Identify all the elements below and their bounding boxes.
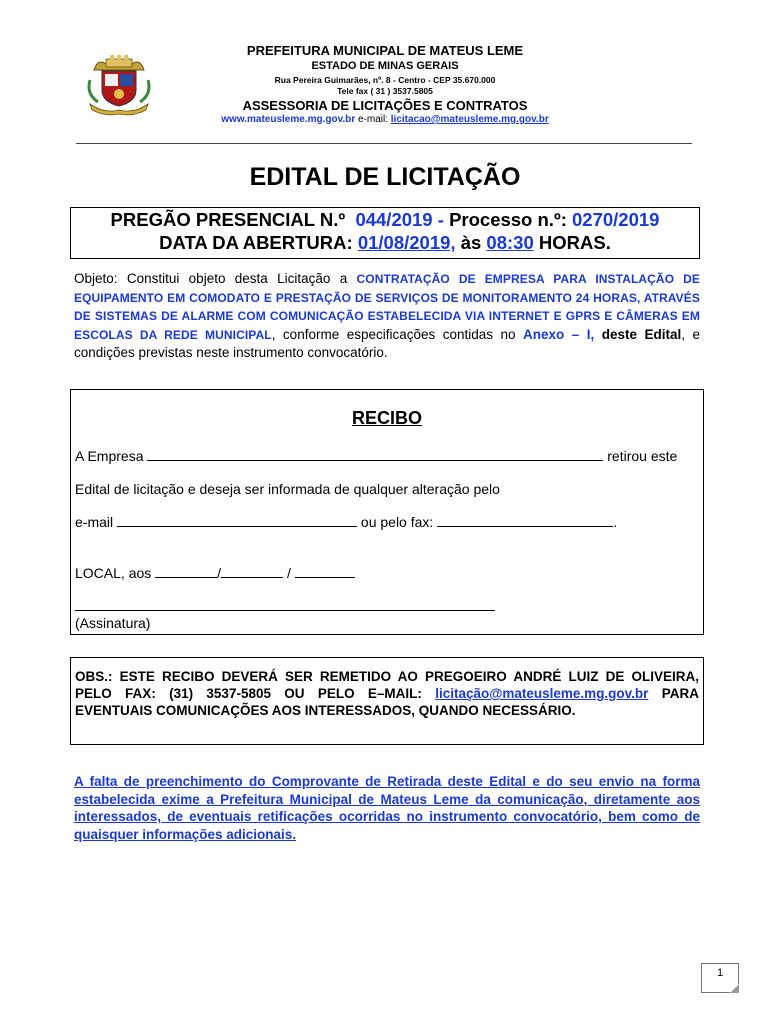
- recibo-empresa-line: [75, 448, 677, 464]
- obs-text: [75, 668, 699, 719]
- email-label: e-mail:: [357, 114, 388, 125]
- obs-box: [70, 657, 704, 745]
- page-number: 1: [701, 963, 739, 993]
- empresa-field[interactable]: [147, 448, 603, 461]
- signature-field[interactable]: [75, 596, 495, 611]
- abertura-as: às: [460, 232, 482, 253]
- date-slash-1: /: [217, 565, 222, 581]
- retirada-note: A falta de preenchimento do Comprovante de Retirada deste Edital e do seu envio na forma estabelecida exime a Prefeitura Municipal de Mateus Leme da comunicação, diretamente aos interessados, de eventuais retificações ocorridas no instrumento convocatório, bem como de quaisquer informações adicionais.: [74, 774, 700, 842]
- recibo-email-line: [75, 514, 617, 530]
- email-field[interactable]: [117, 514, 357, 527]
- header-address: Rua Pereira Guimarães, nº. 8 - Centro - CEP 35.670.000: [274, 75, 496, 85]
- recibo-box: [70, 389, 704, 635]
- recibo-edital-line: Edital de licitação e deseja ser informada de qualquer alteração pelo: [75, 481, 500, 497]
- document-title: EDITAL DE LICITAÇÃO: [249, 163, 521, 191]
- signature-label: (Assinatura): [75, 615, 151, 631]
- email-link[interactable]: licitacao@mateusleme.mg.gov.br: [390, 114, 549, 125]
- empresa-label: A Empresa: [75, 448, 144, 464]
- website-link[interactable]: www.mateusleme.mg.gov.br: [221, 114, 356, 125]
- abertura-line: [71, 231, 699, 254]
- day-field[interactable]: [155, 565, 217, 578]
- abertura-time: 08:30: [486, 232, 534, 253]
- processo-label: Processo n.º:: [449, 209, 567, 230]
- retirou-text: retirou este: [607, 448, 678, 464]
- processo-number: 0270/2019: [572, 209, 660, 230]
- obs-text-before: OBS.: ESTE RECIBO DEVERÁ SER REMETIDO AO PREGOEIRO ANDRÉ LUIZ DE OLIVEIRA, PELO FAX: (31) 3537-5805 OU PELO E–MAIL:: [75, 669, 699, 701]
- abertura-date: 01/08/2019,: [357, 232, 456, 253]
- fax-field[interactable]: [437, 514, 613, 527]
- pregao-sep: -: [432, 209, 450, 230]
- edital-reference: deste Edital: [601, 326, 682, 342]
- header-divider: [76, 143, 692, 144]
- coat-of-arms-icon: [84, 54, 154, 116]
- objeto-suffix: , e condições previstas neste instrumento convocatório.: [74, 326, 700, 360]
- signature-line-wrap: [75, 596, 495, 614]
- header-municipality: PREFEITURA MUNICIPAL DE MATEUS LEME: [246, 43, 524, 58]
- header-department: ASSESSORIA DE LICITAÇÕES E CONTRATOS: [242, 98, 528, 113]
- header-phone: Tele fax ( 31 ) 3537.5805: [337, 86, 433, 96]
- pregao-box: [70, 207, 700, 259]
- local-label: LOCAL, aos: [75, 565, 152, 581]
- date-slash-2: /: [286, 565, 291, 581]
- abertura-horas: HORAS.: [538, 232, 611, 253]
- objeto-paragraph: [74, 270, 700, 362]
- header-contacts: [160, 114, 610, 125]
- abertura-label: DATA DA ABERTURA:: [159, 232, 353, 253]
- pregao-number: 044/2019: [355, 209, 433, 230]
- objeto-prefix: Objeto: Constitui objeto desta Licitação a: [74, 271, 348, 286]
- anexo-reference: Anexo – I,: [522, 326, 595, 342]
- pregao-label: PREGÃO PRESENCIAL N.º: [110, 209, 346, 230]
- email-field-label: e-mail: [75, 514, 114, 530]
- obs-email-link[interactable]: licitação@mateusleme.mg.gov.br: [435, 686, 649, 701]
- pregao-line: [71, 208, 699, 231]
- month-field[interactable]: [221, 565, 283, 578]
- recibo-local-line: [75, 565, 355, 581]
- objeto-mid: , conforme especificações contidas no: [271, 326, 516, 342]
- recibo-title: RECIBO: [351, 408, 422, 428]
- objeto-description: CONTRATAÇÃO DE EMPRESA PARA INSTALAÇÃO DE EQUIPAMENTO EM COMODATO E PRESTAÇÃO DE SERVIÇOS DE MONITORAMENTO 24 HORAS, ATRAVÉS DE SISTEMAS DE ALARME COM COMUNICAÇÃO ESTABELECIDA VIA INTERNET E GPRS E CÂMERAS EM ESCOLAS DA REDE MUNICIPAL: [74, 272, 700, 342]
- obs-text-after: PARA EVENTUAIS COMUNICAÇÕES AOS INTERESSADOS, QUANDO NECESSÁRIO.: [75, 686, 699, 718]
- year-field[interactable]: [295, 565, 355, 578]
- header-state: ESTADO DE MINAS GERAIS: [311, 60, 459, 72]
- fax-end: .: [613, 514, 618, 530]
- fax-field-label: ou pelo fax:: [360, 514, 434, 530]
